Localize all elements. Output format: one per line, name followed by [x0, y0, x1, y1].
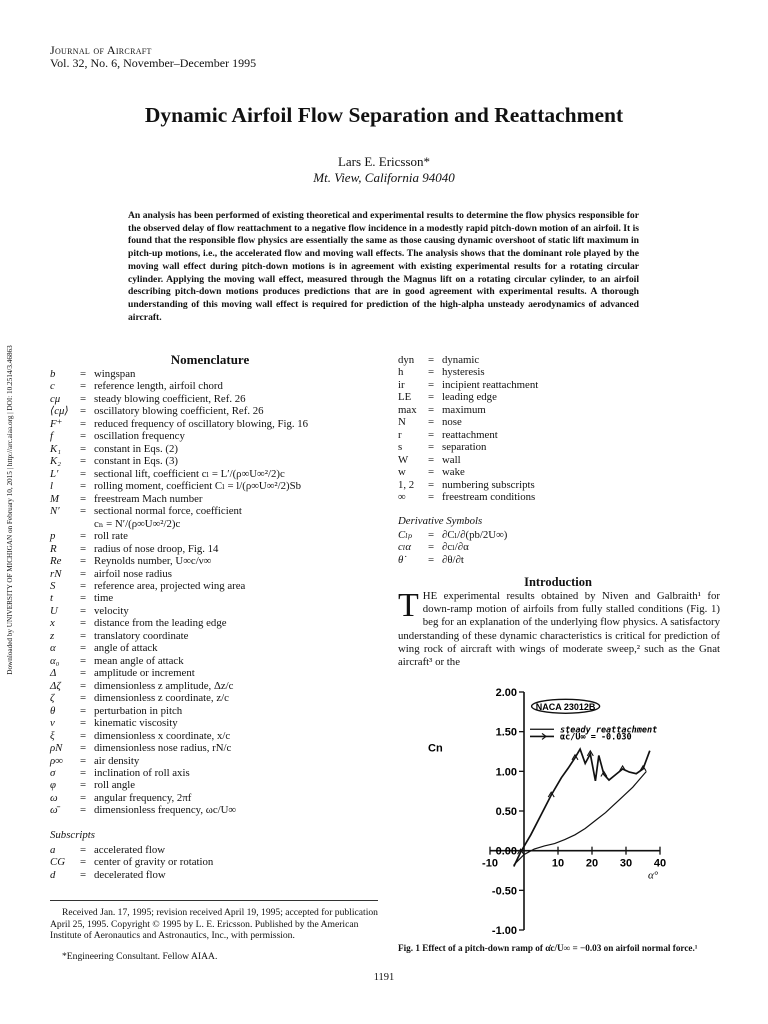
nomenclature-definition: dimensionless frequency, ωc/U∞: [94, 804, 237, 817]
x-axis-label: α°: [648, 869, 659, 882]
nomenclature-definition: radius of nose droop, Fig. 14: [94, 542, 219, 555]
nomenclature-row: [50, 505, 370, 517]
legend-label-dynamic: α̇c/U∞ = -0.030: [560, 732, 632, 743]
nomenclature-row: [50, 592, 370, 604]
nomenclature-symbol: l: [50, 480, 53, 493]
nomenclature-definition: wall: [442, 453, 461, 466]
nomenclature-equals: =: [80, 804, 87, 817]
figure-caption: Fig. 1 Effect of a pitch-down ramp of α̇c/U∞ = −0.03 on airfoil normal force.¹: [398, 943, 698, 953]
nomenclature-symbol: w: [398, 466, 406, 479]
nomenclature-row: [50, 767, 370, 779]
author-affiliation: Mt. View, California 94040: [313, 170, 455, 185]
subscripts-list-continued: [398, 354, 718, 504]
subscript-row: [398, 454, 718, 466]
nomenclature-symbol: ω̄: [50, 804, 58, 817]
nomenclature-equals: =: [80, 455, 87, 468]
nomenclature-equals: =: [80, 791, 87, 804]
nomenclature-symbol: Cₗₚ: [398, 529, 413, 541]
footnote-author: *Engineering Consultant. Fellow AIAA.: [62, 951, 218, 962]
nomenclature-symbol: W: [398, 453, 409, 466]
nomenclature-definition: nose: [442, 416, 462, 429]
nomenclature-symbol: φ: [50, 779, 56, 792]
nomenclature-row: [50, 779, 370, 791]
nomenclature-equals: =: [428, 403, 435, 416]
nomenclature-equals: =: [428, 453, 435, 466]
nomenclature-equals: =: [428, 529, 435, 541]
nomenclature-symbol: α₀: [50, 654, 60, 667]
nomenclature-symbol: dyn: [398, 354, 415, 366]
x-tick-label: 30: [619, 857, 633, 870]
nomenclature-row: [50, 730, 370, 742]
subscript-row: [50, 869, 370, 881]
nomenclature-equals: =: [80, 380, 87, 393]
nomenclature-definition: sectional normal force, coefficient: [94, 505, 242, 518]
nomenclature-symbol: b: [50, 368, 56, 380]
nomenclature-symbol: h: [398, 366, 404, 379]
nomenclature-equals: =: [80, 567, 87, 580]
nomenclature-definition: air density: [94, 754, 140, 767]
nomenclature-definition: freestream conditions: [442, 491, 536, 504]
nomenclature-definition: cₙ = N′/(ρ∞U∞²/2)c: [94, 517, 181, 530]
nomenclature-definition: angle of attack: [94, 642, 158, 655]
nomenclature-symbol: t: [50, 592, 53, 605]
nomenclature-symbol: θ: [50, 704, 56, 717]
nomenclature-symbol: ρ∞: [50, 754, 63, 767]
nomenclature-row: [50, 580, 370, 592]
subscript-row: [398, 429, 718, 441]
abstract: An analysis has been performed of existing theoretical and experimental results to determine the flow physics responsible for the observed delay of flow reattachment to a negative flow incidence in a modestly rapid pitch-down motion of an airfoil. It is found that the responsible flow physics are essentially the same as those causing dynamic overshoot of static lift maximum in pitch-up motions, i.e., the accelerated flow and moving wall effects. The analysis shows that the dominant role played by the moving wall effect during pitch-down motions is in agreement with existing experimental results for a rotating circular cylinder. Applying the moving wall effect, measured through the Magnus lift on a rotating circular cylinder, to an airfoil describing pitch-down motions produces predictions that are in good agreement with experimental results. A thorough understanding of this moving wall effect is required for prediction of the high-alpha unsteady aerodynamics of advanced aircraft.: [128, 210, 639, 323]
nomenclature-definition: ∂θ/∂t: [442, 553, 464, 566]
journal-name: Journal of Aircraft: [50, 43, 152, 57]
nomenclature-symbol: R: [50, 542, 57, 555]
nomenclature-definition: airfoil nose radius: [94, 567, 172, 580]
download-stamp-text: Downloaded by UNIVERSITY OF MICHIGAN on February 10, 2015 | http://arc.aiaa.org | DOI: 10.2514/3.46863: [6, 345, 14, 675]
nomenclature-heading: Nomenclature: [170, 352, 250, 367]
nomenclature-symbol: N: [398, 416, 406, 429]
nomenclature-symbol: s: [398, 441, 403, 454]
nomenclature-definition: dynamic: [442, 354, 480, 366]
subscripts-heading: Subscripts: [50, 829, 95, 841]
derivative-row: [398, 554, 718, 566]
nomenclature-definition: decelerated flow: [94, 868, 166, 881]
nomenclature-row: [50, 405, 370, 417]
nomenclature-definition: steady blowing coefficient, Ref. 26: [94, 392, 246, 405]
nomenclature-symbol: cμ: [50, 392, 61, 405]
nomenclature-equals: =: [80, 679, 87, 692]
nomenclature-row: [50, 792, 370, 804]
nomenclature-definition: separation: [442, 441, 487, 454]
nomenclature-equals: =: [428, 416, 435, 429]
nomenclature-definition: ∂Cₗ/∂(pb/2U∞): [442, 529, 508, 541]
nomenclature-symbol: Δ: [50, 667, 57, 680]
nomenclature-definition: freestream Mach number: [94, 492, 203, 505]
nomenclature-equals: =: [80, 617, 87, 630]
nomenclature-row: [50, 555, 370, 567]
nomenclature-equals: =: [80, 405, 87, 418]
nomenclature-definition: reference length, airfoil chord: [94, 380, 223, 393]
nomenclature-definition: incipient reattachment: [442, 378, 539, 391]
nomenclature-equals: =: [428, 553, 435, 566]
subscript-row: [398, 404, 718, 416]
nomenclature-equals: =: [428, 428, 435, 441]
nomenclature-symbol: K₂: [50, 455, 61, 468]
nomenclature-definition: Reynolds number, U∞c/ν∞: [94, 555, 212, 568]
nomenclature-row: [50, 543, 370, 555]
nomenclature-symbol: ω: [50, 791, 58, 804]
journal-header: [50, 44, 256, 70]
nomenclature-equals: =: [428, 478, 435, 491]
nomenclature-definition: center of gravity or rotation: [94, 856, 214, 869]
nomenclature-row: [50, 380, 370, 392]
nomenclature-symbol: ν: [50, 717, 55, 730]
footnote-rule: [50, 900, 378, 901]
nomenclature-definition: angular frequency, 2πf: [94, 791, 192, 804]
nomenclature-row: [50, 655, 370, 667]
nomenclature-row: [50, 804, 370, 816]
nomenclature-definition: constant in Eqs. (3): [94, 455, 178, 468]
subscript-row: [398, 466, 718, 478]
x-tick-label: 40: [653, 857, 667, 870]
nomenclature-equals: =: [80, 442, 87, 455]
nomenclature-symbol: a: [50, 844, 56, 856]
nomenclature-symbol: θ̇: [398, 553, 404, 566]
nomenclature-equals: =: [80, 392, 87, 405]
subscript-row: [398, 491, 718, 503]
nomenclature-equals: =: [80, 604, 87, 617]
y-tick-label: 0.50: [495, 806, 517, 818]
nomenclature-symbol: ρN: [50, 742, 63, 755]
nomenclature-symbol: ⟨cμ⟩: [50, 405, 69, 418]
nomenclature-equals: =: [80, 704, 87, 717]
nomenclature-symbol: S: [50, 579, 56, 592]
nomenclature-symbol: L′: [50, 467, 59, 480]
nomenclature-equals: =: [428, 378, 435, 391]
nomenclature-definition: dimensionless x coordinate, x/c: [94, 729, 231, 742]
subscript-row: [398, 441, 718, 453]
nomenclature-equals: =: [80, 856, 87, 869]
nomenclature-definition: rolling moment, coefficient Cₗ = l/(ρ∞U∞²/2)Sb: [94, 480, 302, 493]
nomenclature-equals: =: [428, 541, 435, 554]
nomenclature-equals: =: [80, 542, 87, 555]
nomenclature-equals: =: [428, 441, 435, 454]
nomenclature-definition: reduced frequency of oscillatory blowing, Fig. 16: [94, 417, 309, 430]
x-tick-label: -10: [482, 857, 498, 870]
nomenclature-equals: =: [80, 579, 87, 592]
nomenclature-definition: perturbation in pitch: [94, 704, 183, 717]
nomenclature-equals: =: [80, 779, 87, 792]
nomenclature-row: [50, 480, 370, 492]
nomenclature-row: [50, 418, 370, 430]
nomenclature-equals: =: [80, 868, 87, 881]
nomenclature-row: [50, 642, 370, 654]
nomenclature-equals: =: [80, 729, 87, 742]
nomenclature-symbol: ∞: [398, 491, 406, 504]
nomenclature-definition: leading edge: [442, 391, 497, 404]
nomenclature-definition: distance from the leading edge: [94, 617, 227, 630]
nomenclature-row: [50, 518, 370, 530]
nomenclature-definition: dimensionless z amplitude, Δz/c: [94, 679, 234, 692]
nomenclature-definition: accelerated flow: [94, 844, 166, 856]
nomenclature-equals: =: [80, 844, 87, 856]
nomenclature-definition: velocity: [94, 604, 129, 617]
nomenclature-definition: dimensionless nose radius, rN/c: [94, 742, 232, 755]
nomenclature-symbol: cₗα: [398, 541, 412, 554]
subscript-row: [398, 354, 718, 366]
nomenclature-row: [50, 742, 370, 754]
nomenclature-row: [50, 667, 370, 679]
nomenclature-definition: oscillatory blowing coefficient, Ref. 26: [94, 405, 264, 418]
nomenclature-equals: =: [80, 692, 87, 705]
nomenclature-definition: translatory coordinate: [94, 629, 189, 642]
subscript-row: [398, 416, 718, 428]
nomenclature-equals: =: [80, 480, 87, 493]
nomenclature-row: [50, 443, 370, 455]
nomenclature-definition: numbering subscripts: [442, 478, 535, 491]
legend-label-steady: steady reattachment: [560, 725, 658, 736]
download-stamp: [3, 300, 17, 720]
nomenclature-definition: oscillation frequency: [94, 430, 185, 443]
nomenclature-equals: =: [428, 466, 435, 479]
airfoil-label: NACA 23012B: [535, 701, 596, 712]
nomenclature-row: [50, 705, 370, 717]
nomenclature-symbol: CG: [50, 856, 65, 869]
subscript-row: [398, 479, 718, 491]
nomenclature-row: [50, 530, 370, 542]
subscript-row: [398, 391, 718, 403]
nomenclature-row: [50, 455, 370, 467]
nomenclature-equals: =: [428, 391, 435, 404]
nomenclature-row: [50, 630, 370, 642]
y-tick-label: -1.00: [491, 925, 517, 937]
y-tick-label: 1.50: [495, 726, 517, 739]
nomenclature-equals: =: [80, 505, 87, 518]
nomenclature-equals: =: [80, 417, 87, 430]
nomenclature-row: [50, 393, 370, 405]
nomenclature-equals: =: [80, 430, 87, 443]
nomenclature-symbol: M: [50, 492, 59, 505]
nomenclature-symbol: x: [50, 617, 55, 630]
nomenclature-equals: =: [428, 491, 435, 504]
derivative-row: [398, 529, 718, 541]
nomenclature-equals: =: [80, 654, 87, 667]
nomenclature-row: [50, 430, 370, 442]
nomenclature-definition: reattachment: [442, 428, 498, 441]
nomenclature-equals: =: [80, 467, 87, 480]
author-name: Lars E. Ericsson*: [337, 154, 431, 169]
subscript-row: [50, 856, 370, 868]
nomenclature-equals: =: [80, 754, 87, 767]
chart-text: [410, 680, 666, 937]
nomenclature-symbol: p: [50, 530, 56, 543]
nomenclature-definition: wake: [442, 466, 465, 479]
nomenclature-definition: ∂cₗ/∂α: [442, 541, 469, 554]
nomenclature-row: [50, 468, 370, 480]
nomenclature-symbol: c: [50, 380, 55, 393]
nomenclature-row: [50, 368, 370, 380]
nomenclature-definition: maximum: [442, 403, 486, 416]
nomenclature-equals: =: [80, 530, 87, 543]
nomenclature-row: [50, 717, 370, 729]
nomenclature-row: [50, 493, 370, 505]
nomenclature-equals: =: [428, 354, 435, 366]
subscript-row: [398, 366, 718, 378]
nomenclature-definition: kinematic viscosity: [94, 717, 178, 730]
nomenclature-equals: =: [428, 366, 435, 379]
chart-marks: [514, 749, 650, 866]
nomenclature-definition: hysteresis: [442, 366, 485, 379]
nomenclature-equals: =: [80, 592, 87, 605]
nomenclature-list: [50, 368, 370, 817]
nomenclature-equals: =: [80, 742, 87, 755]
x-tick-label: 20: [585, 857, 599, 870]
nomenclature-definition: inclination of roll axis: [94, 767, 190, 779]
nomenclature-symbol: 1, 2: [398, 478, 415, 491]
y-tick-label: -0.50: [491, 885, 517, 898]
x-tick-label: 10: [551, 857, 565, 870]
nomenclature-symbol: U: [50, 604, 58, 617]
nomenclature-equals: =: [80, 767, 87, 779]
nomenclature-symbol: r: [398, 428, 402, 441]
nomenclature-symbol: f: [50, 430, 53, 443]
nomenclature-definition: wingspan: [94, 368, 136, 380]
introduction-body: HE experimental results obtained by Niven and Galbraith¹ for down-ramp motion of airfoils from fully stalled conditions (Fig. 1) beg for an explanation of the underlying flow physics. A satisfactory understanding of these dynamic characteristics is critical for prediction of wing rock of aircraft with wings of moderate sweep,² such as the Gnat aircraft³ or the: [398, 590, 720, 669]
nomenclature-definition: dimensionless z coordinate, z/c: [94, 692, 229, 705]
nomenclature-row: [50, 692, 370, 704]
derivative-row: [398, 541, 718, 553]
nomenclature-equals: =: [80, 667, 87, 680]
nomenclature-equals: =: [80, 368, 87, 380]
nomenclature-symbol: max: [398, 403, 417, 416]
nomenclature-symbol: z: [50, 629, 55, 642]
nomenclature-definition: amplitude or increment: [94, 667, 195, 680]
figure-1-chart: [410, 680, 710, 935]
nomenclature-symbol: rN: [50, 567, 62, 580]
paper-title: Dynamic Airfoil Flow Separation and Reattachment: [144, 103, 624, 127]
nomenclature-equals: =: [80, 717, 87, 730]
nomenclature-symbol: σ: [50, 767, 56, 779]
nomenclature-row: [50, 605, 370, 617]
drop-cap: T: [398, 587, 419, 624]
nomenclature-definition: roll rate: [94, 530, 128, 543]
nomenclature-equals: =: [80, 492, 87, 505]
nomenclature-symbol: ir: [398, 378, 405, 391]
nomenclature-equals: =: [80, 555, 87, 568]
nomenclature-symbol: ζ: [50, 692, 55, 705]
nomenclature-row: [50, 617, 370, 629]
nomenclature-definition: reference area, projected wing area: [94, 579, 246, 592]
subscript-row: [50, 844, 370, 856]
y-tick-label: 1.00: [495, 766, 517, 779]
y-tick-label: 0.00: [495, 845, 517, 858]
nomenclature-definition: mean angle of attack: [94, 654, 184, 667]
nomenclature-definition: constant in Eqs. (2): [94, 442, 178, 455]
nomenclature-symbol: Re: [50, 555, 62, 568]
nomenclature-definition: sectional lift, coefficient cₗ = L′/(ρ∞U∞²/2)c: [94, 467, 285, 480]
derivative-symbols-list: [398, 529, 718, 566]
journal-volume: Vol. 32, No. 6, November–December 1995: [50, 56, 257, 70]
nomenclature-symbol: d: [50, 868, 56, 881]
nomenclature-symbol: N′: [50, 505, 60, 518]
nomenclature-symbol: Δζ: [50, 679, 61, 692]
nomenclature-row: [50, 568, 370, 580]
nomenclature-equals: =: [80, 629, 87, 642]
introduction-text: [398, 587, 720, 669]
nomenclature-symbol: LE: [398, 391, 412, 404]
nomenclature-symbol: α: [50, 642, 56, 655]
nomenclature-definition: roll angle: [94, 779, 136, 792]
nomenclature-definition: time: [94, 592, 114, 605]
introduction-heading: Introduction: [524, 575, 592, 589]
nomenclature-symbol: F⁺: [50, 417, 63, 430]
y-tick-label: 2.00: [495, 687, 517, 699]
subscript-row: [398, 379, 718, 391]
nomenclature-row: [50, 755, 370, 767]
nomenclature-symbol: ξ: [50, 729, 55, 742]
subscripts-list: [50, 844, 370, 881]
nomenclature-symbol: K₁: [50, 442, 61, 455]
footnote-received: Received Jan. 17, 1995; revision received April 19, 1995; accepted for publication April 25, 1995. Copyright © 1995 by L. E. Ericsson. Published by the American Institute of Aeronautics and Astronautics, Inc., with permission.: [50, 907, 378, 942]
y-axis-label: Cn: [428, 742, 443, 755]
page-number: 1191: [373, 972, 395, 983]
nomenclature-equals: =: [80, 642, 87, 655]
derivative-symbols-heading: Derivative Symbols: [398, 515, 483, 527]
nomenclature-row: [50, 680, 370, 692]
